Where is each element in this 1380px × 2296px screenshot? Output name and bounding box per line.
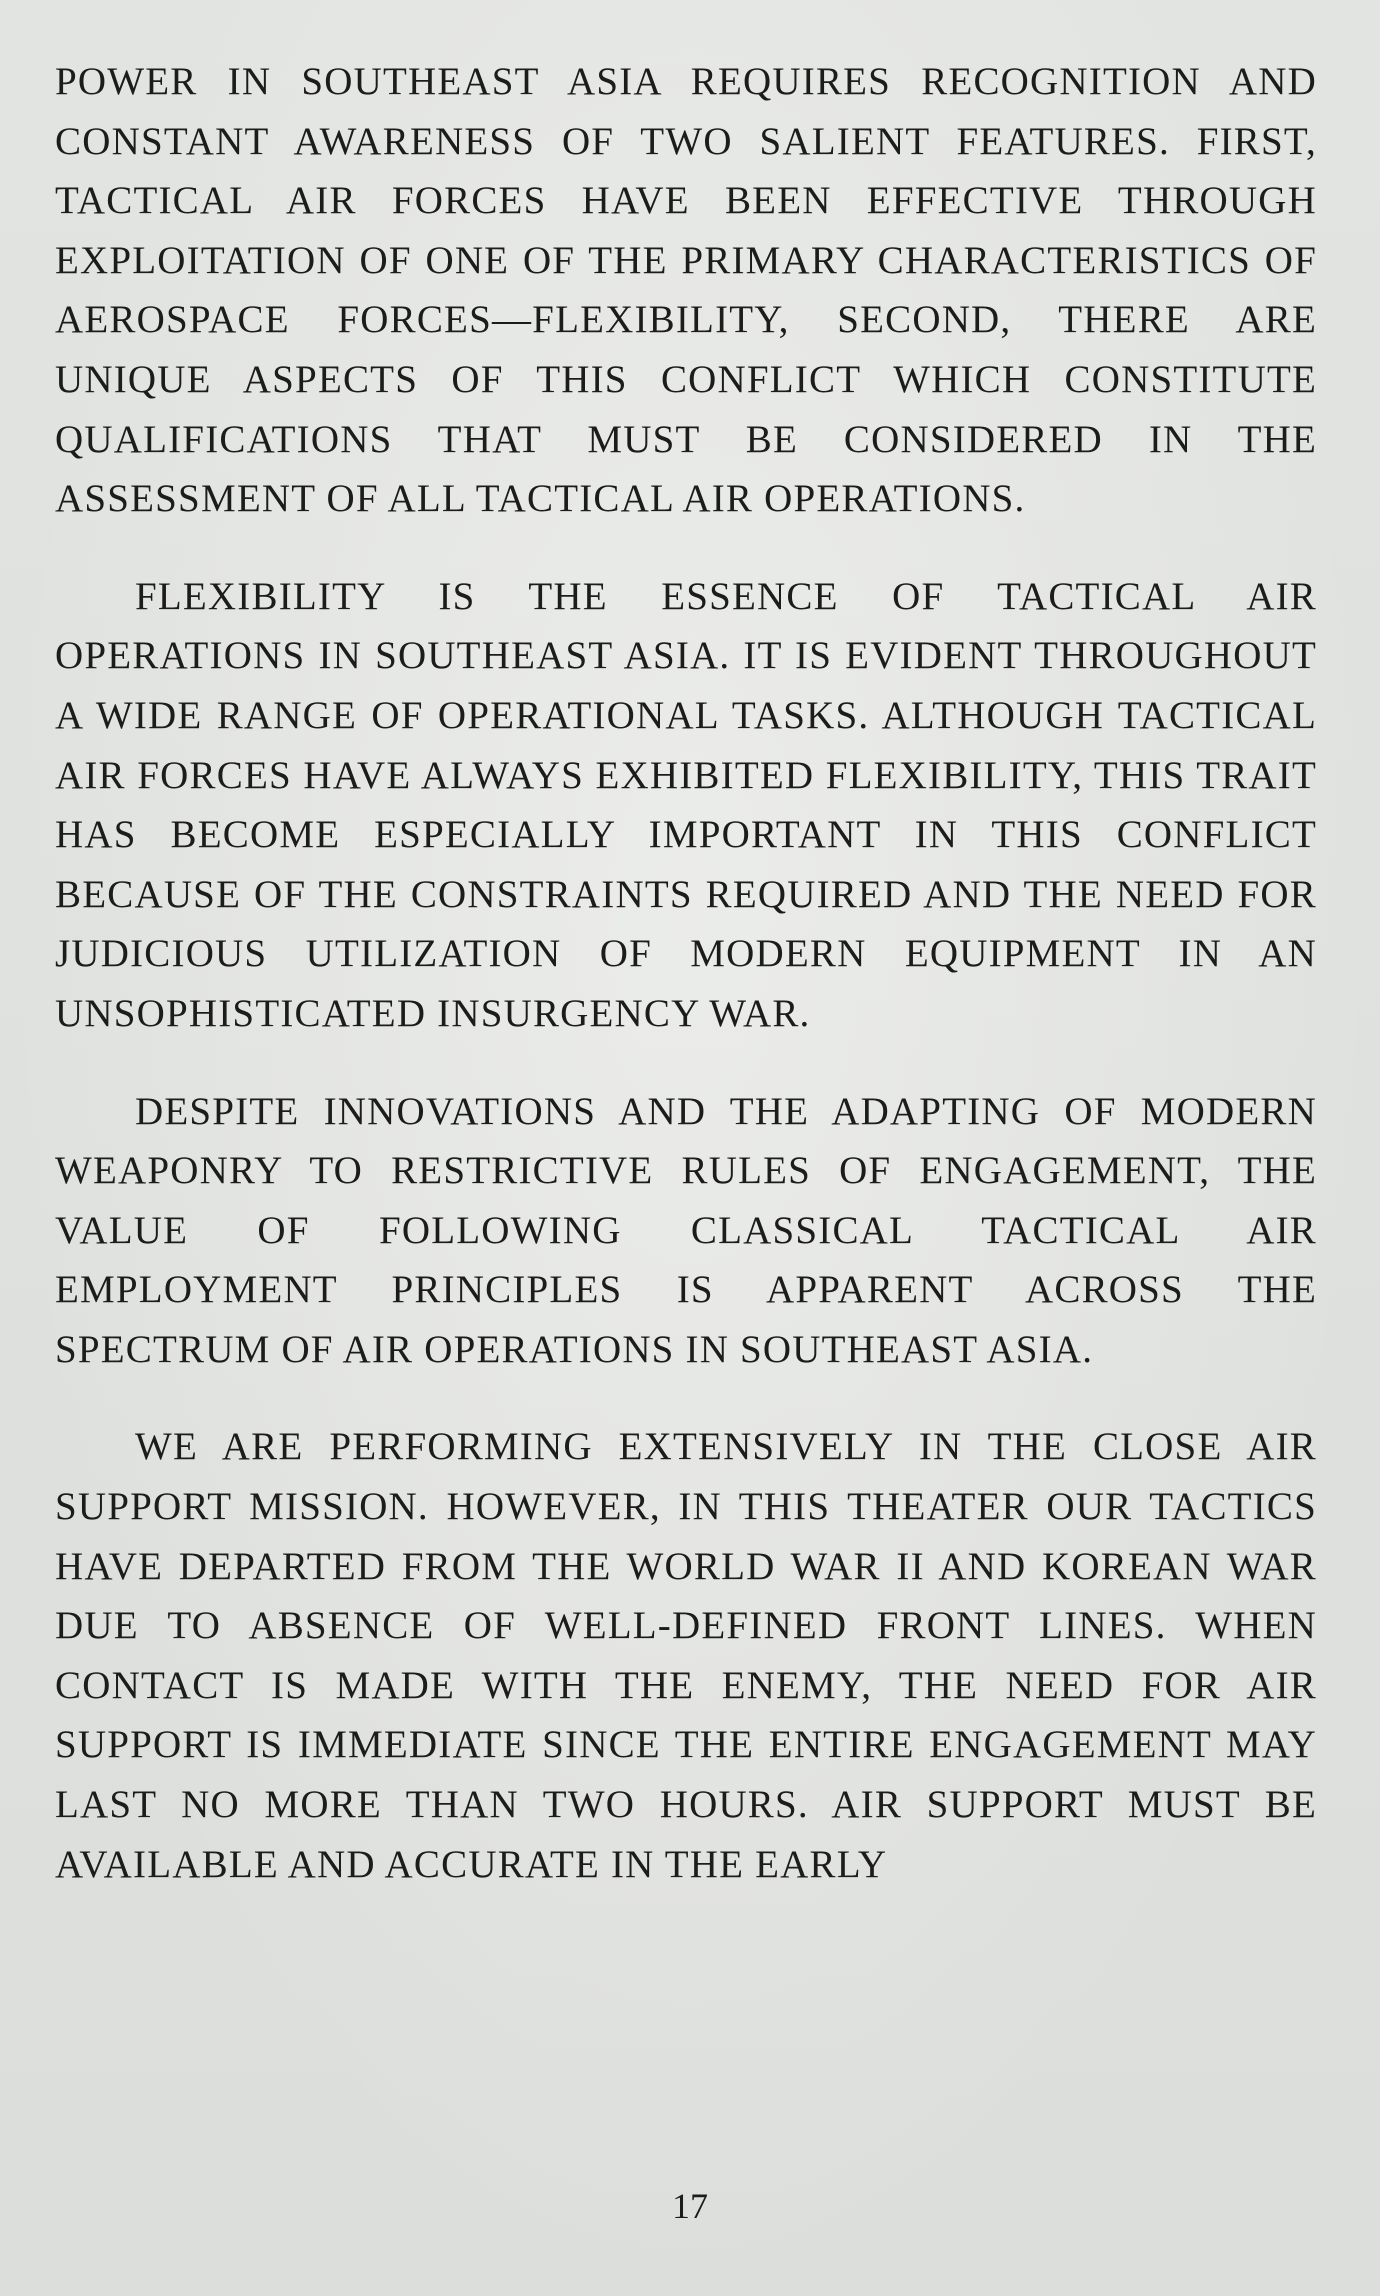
body-text: [55, 52, 1317, 1932]
paragraph-2: FLEXIBILITY IS THE ESSENCE OF TACTICAL AIR OPERATIONS IN SOUTHEAST ASIA. IT IS EVIDENT THROUGHOUT A WIDE RANGE OF OPERATIONAL TASKS. ALTHOUGH TACTICAL AIR FORCES HAVE ALWAYS EXHIBITED FLEXIBILITY, THIS TRAIT HAS BECOME ESPECIALLY IMPORTANT IN THIS CONFLICT BECAUSE OF THE CONSTRAINTS REQUIRED AND THE NEED FOR JUDICIOUS UTILIZATION OF MODERN EQUIPMENT IN AN UNSOPHISTICATED INSURGENCY WAR.: [55, 574, 1317, 1035]
page-number: 17: [672, 2186, 708, 2226]
paragraph-1: POWER IN SOUTHEAST ASIA REQUIRES RECOGNITION AND CONSTANT AWARENESS OF TWO SALIENT FEATURES. FIRST, TACTICAL AIR FORCES HAVE BEEN EFFECTIVE THROUGH EXPLOITATION OF ONE OF THE PRIMARY CHARACTERISTICS OF AEROSPACE FORCES—FLEXIBILITY, SECOND, THERE ARE UNIQUE ASPECTS OF THIS CONFLICT WHICH CONSTITUTE QUALIFICATIONS THAT MUST BE CONSIDERED IN THE ASSESSMENT OF ALL TACTICAL AIR OPERATIONS.: [55, 60, 1317, 521]
paragraph-3: DESPITE INNOVATIONS AND THE ADAPTING OF MODERN WEAPONRY TO RESTRICTIVE RULES OF ENGAGEMENT, THE VALUE OF FOLLOWING CLASSICAL TACTICAL AIR EMPLOYMENT PRINCIPLES IS APPARENT ACROSS THE SPECTRUM OF AIR OPERATIONS IN SOUTHEAST ASIA.: [55, 1089, 1317, 1371]
paragraph-4: WE ARE PERFORMING EXTENSIVELY IN THE CLOSE AIR SUPPORT MISSION. HOWEVER, IN THIS THEATER OUR TACTICS HAVE DEPARTED FROM THE WORLD WAR II AND KOREAN WAR DUE TO ABSENCE OF WELL-DEFINED FRONT LINES. WHEN CONTACT IS MADE WITH THE ENEMY, THE NEED FOR AIR SUPPORT IS IMMEDIATE SINCE THE ENTIRE ENGAGEMENT MAY LAST NO MORE THAN TWO HOURS. AIR SUPPORT MUST BE AVAILABLE AND ACCURATE IN THE EARLY: [55, 1425, 1317, 1886]
